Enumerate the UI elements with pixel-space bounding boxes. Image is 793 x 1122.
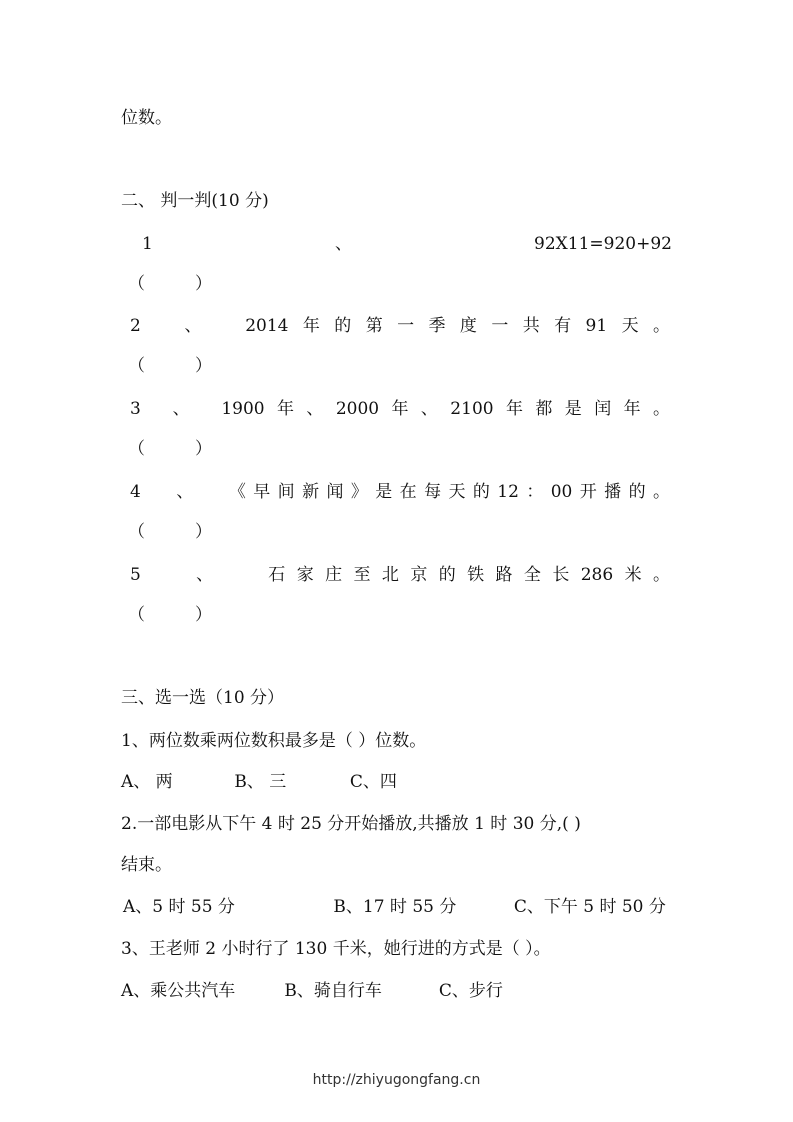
choice-q3-option-c: C、步行 <box>438 981 503 1001</box>
choice-q2-option-a: A、5 时 55 分 <box>123 897 235 917</box>
judge-item-1-text: 92X11=920+92 <box>534 234 672 254</box>
continuation-text: 位数。 <box>121 108 172 128</box>
choice-q1-options <box>121 774 397 791</box>
paren-open: （ <box>128 605 145 625</box>
judge-item-2-sep: 、 <box>184 316 202 336</box>
judge-item-4-num: 4 <box>130 482 141 502</box>
section-2-title: 二、 判一判(10 分) <box>121 191 269 211</box>
choice-q2-text: 2.一部电影从下午 4 时 25 分开始播放,共播放 1 时 30 分,( ) <box>121 814 581 834</box>
judge-item-3 <box>130 401 670 418</box>
section-3-title: 三、选一选（10 分） <box>121 688 285 708</box>
paren-close: ） <box>195 439 212 459</box>
paren-close: ） <box>195 605 212 625</box>
paren-open: （ <box>128 439 145 459</box>
paren-close: ） <box>195 522 212 542</box>
choice-q2-text-cont: 结束。 <box>121 855 172 875</box>
paren-open: （ <box>128 356 145 376</box>
judge-item-5-sep: 、 <box>196 565 214 585</box>
choice-q1-option-b: B、 三 <box>234 772 287 792</box>
judge-item-3-sep: 、 <box>172 399 190 419</box>
choice-q1-text: 1、两位数乘两位数积最多是（ ）位数。 <box>121 731 427 751</box>
judge-item-5-answer <box>128 607 212 624</box>
judge-item-5 <box>130 567 670 584</box>
footer-url[interactable]: http://zhiyugongfang.cn <box>312 1072 481 1088</box>
paren-close: ） <box>195 274 212 294</box>
judge-item-1-sep: 、 <box>334 234 352 254</box>
choice-q2-option-c: C、下午 5 时 50 分 <box>513 897 666 917</box>
judge-item-4-sep: 、 <box>176 482 194 502</box>
judge-item-4-text: 《 早 间 新 闻 》 是 在 每 天 的 12 ： 00 开 播 的 。 <box>228 482 670 502</box>
judge-item-2-answer <box>128 358 212 375</box>
judge-item-2 <box>130 318 670 335</box>
choice-q3-option-a: A、乘公共汽车 <box>121 981 236 1001</box>
judge-item-1-num: 1 <box>142 234 153 254</box>
judge-item-3-answer <box>128 441 212 458</box>
choice-q1-option-a: A、 两 <box>121 772 173 792</box>
judge-item-4-answer <box>128 524 212 541</box>
paren-open: （ <box>128 522 145 542</box>
paren-close: ） <box>195 356 212 376</box>
judge-item-3-num: 3 <box>130 399 141 419</box>
judge-item-1 <box>142 236 672 253</box>
judge-item-3-text: 1900 年 、 2000 年 、 2100 年 都 是 闰 年 。 <box>221 399 670 419</box>
judge-item-4 <box>130 484 670 501</box>
judge-item-2-num: 2 <box>130 316 141 336</box>
choice-q2-options <box>123 899 666 916</box>
judge-item-1-answer <box>128 276 212 293</box>
choice-q3-text: 3、王老师 2 小时行了 130 千米，她行进的方式是（ ）。 <box>121 939 551 959</box>
choice-q3-options <box>121 983 503 1000</box>
choice-q2-option-b: B、17 时 55 分 <box>333 897 457 917</box>
choice-q3-option-b: B、骑自行车 <box>284 981 382 1001</box>
paren-open: （ <box>128 274 145 294</box>
judge-item-2-text: 2014 年 的 第 一 季 度 一 共 有 91 天 。 <box>245 316 670 336</box>
choice-q1-option-c: C、四 <box>349 772 397 792</box>
judge-item-5-num: 5 <box>130 565 141 585</box>
judge-item-5-text: 石 家 庄 至 北 京 的 铁 路 全 长 286 米 。 <box>268 565 670 585</box>
